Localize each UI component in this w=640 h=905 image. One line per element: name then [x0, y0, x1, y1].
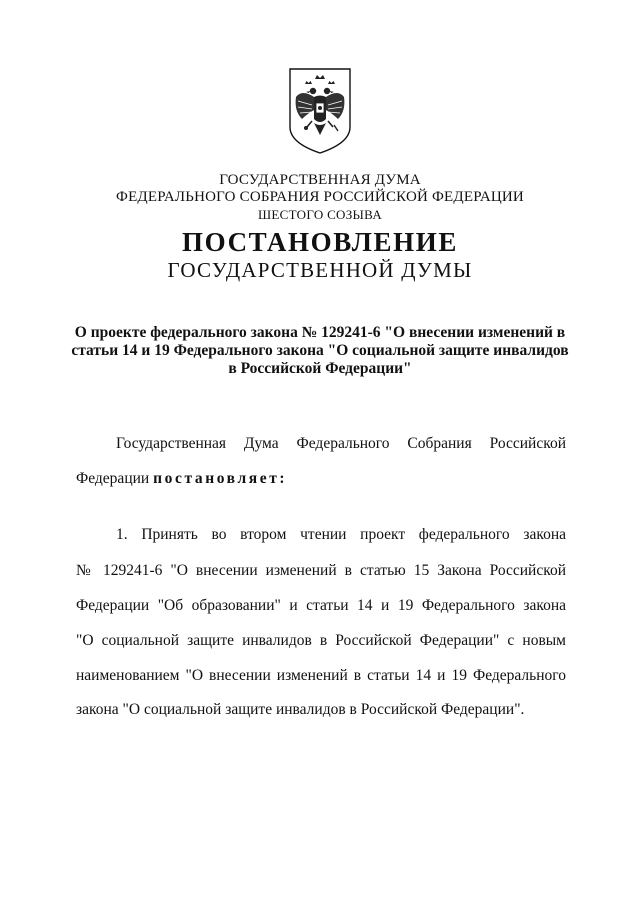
paragraph-1-line-1: 1. Принять во втором чтении проект федерального закона	[116, 526, 566, 543]
preamble-line-1: Государственная Дума Федерального Собрания Российской	[116, 435, 566, 452]
subject-line-3: в Российской Федерации"	[228, 360, 412, 377]
document-type-title: ПОСТАНОВЛЕНИЕ	[182, 227, 458, 257]
org-line-convocation: ШЕСТОГО СОЗЫВА	[257, 207, 383, 222]
document-type-subtitle: ГОСУДАРСТВЕННОЙ ДУМЫ	[167, 258, 473, 282]
paragraph-1-line-3: Федерации "Об образовании" и статьи 14 и 19 Федерального закона	[76, 597, 566, 614]
preamble-decree-word: постановляет:	[153, 470, 288, 487]
paragraph-1-line-4: "О социальной защите инвалидов в Российской Федерации" с новым	[76, 632, 566, 649]
preamble-line-2	[76, 469, 566, 489]
subject-line-2: статьи 14 и 19 Федерального закона "О социальной защите инвалидов	[71, 342, 569, 359]
paragraph-1-line-2: № 129241-6 "О внесении изменений в статью 15 Закона Российской	[76, 562, 566, 579]
org-line-duma: ГОСУДАРСТВЕННАЯ ДУМА	[219, 172, 421, 188]
preamble-line-2-start: Федерации	[76, 470, 154, 487]
org-line-federal-assembly: ФЕДЕРАЛЬНОГО СОБРАНИЯ РОССИЙСКОЙ ФЕДЕРАЦИИ	[116, 189, 524, 205]
paragraph-1-line-5: наименованием "О внесении изменений в статьи 14 и 19 Федерального	[76, 667, 566, 684]
paragraph-1-line-6: закона "О социальной защите инвалидов в Российской Федерации".	[76, 701, 525, 718]
russian-coat-of-arms-icon	[288, 67, 352, 155]
subject-line-1: О проекте федерального закона № 129241-6 "О внесении изменений в	[74, 324, 566, 341]
